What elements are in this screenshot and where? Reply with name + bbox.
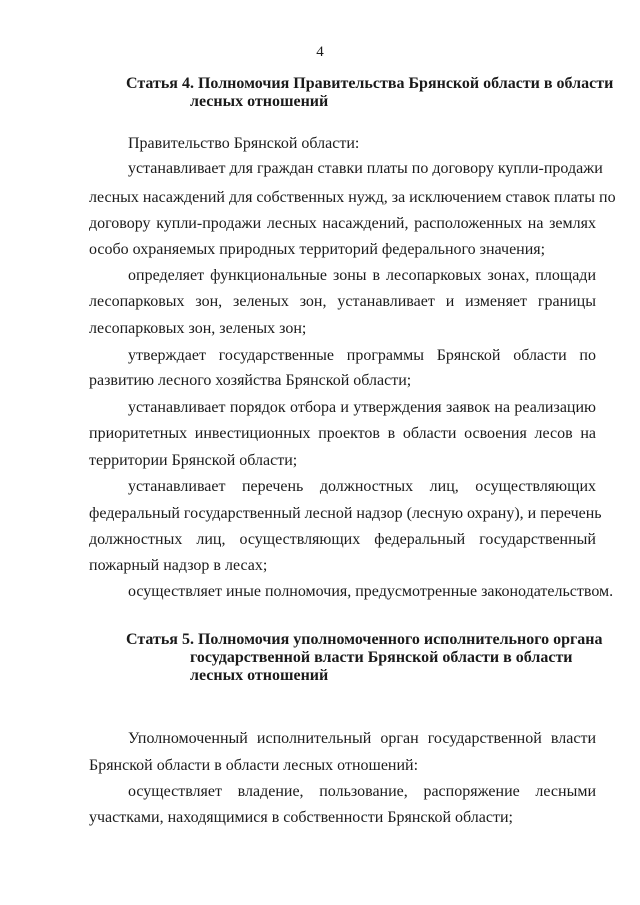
article4-p4-line: устанавливает порядок отбора и утверждения заявок на реализацию <box>128 399 596 416</box>
article4-p3-line: развитию лесного хозяйства Брянской области; <box>89 372 412 389</box>
page-number: 4 <box>316 44 324 60</box>
article4-p1-line: договору купли-продажи лесных насаждений, расположенных на землях <box>89 215 596 232</box>
article4-p6: осуществляет иные полномочия, предусмотренные законодательством. <box>128 583 614 600</box>
article4-heading-line2: лесных отношений <box>190 93 329 110</box>
article4-p5-line: устанавливает перечень должностных лиц, осуществляющих <box>128 478 596 495</box>
article5-intro-line: Брянской области в области лесных отношений: <box>89 757 419 774</box>
article4-p1-line: лесных насаждений для собственных нужд, за исключением ставок платы по <box>89 189 616 206</box>
article4-p1-line: особо охраняемых природных территорий федерального значения; <box>89 241 546 258</box>
article4-heading-line1: Статья 4. Полномочия Правительства Брянской области в области <box>126 75 614 92</box>
article4-intro: Правительство Брянской области: <box>128 135 360 152</box>
article5-heading-line1: Статья 5. Полномочия уполномоченного исполнительного органа <box>126 631 603 648</box>
article4-p5-line: пожарный надзор в лесах; <box>89 557 268 574</box>
article4-p4-line: территории Брянской области; <box>89 452 298 469</box>
article4-p5-line: федеральный государственный лесной надзор (лесную охрану), и перечень <box>89 505 602 522</box>
article4-p2-line: лесопарковых зон, зеленых зон; <box>89 320 307 337</box>
article4-p2-line: определяет функциональные зоны в лесопарковых зонах, площади <box>128 267 596 284</box>
article5-intro-line: Уполномоченный исполнительный орган государственной власти <box>128 730 596 747</box>
article5-p1-line: осуществляет владение, пользование, распоряжение лесными <box>128 783 596 800</box>
article5-p1-line: участками, находящимися в собственности Брянской области; <box>89 809 513 826</box>
article4-p2-line: лесопарковых зон, зеленых зон, устанавливает и изменяет границы <box>89 293 596 310</box>
article5-heading-line2: государственной власти Брянской области в области <box>190 649 573 666</box>
article5-heading-line3: лесных отношений <box>190 667 329 684</box>
article4-p4-line: приоритетных инвестиционных проектов в области освоения лесов на <box>89 425 596 442</box>
article4-p5-line: должностных лиц, осуществляющих федеральный государственный <box>89 531 596 548</box>
article4-p1-line: устанавливает для граждан ставки платы по договору купли-продажи <box>128 160 603 177</box>
article4-p3-line: утверждает государственные программы Брянской области по <box>128 347 596 364</box>
